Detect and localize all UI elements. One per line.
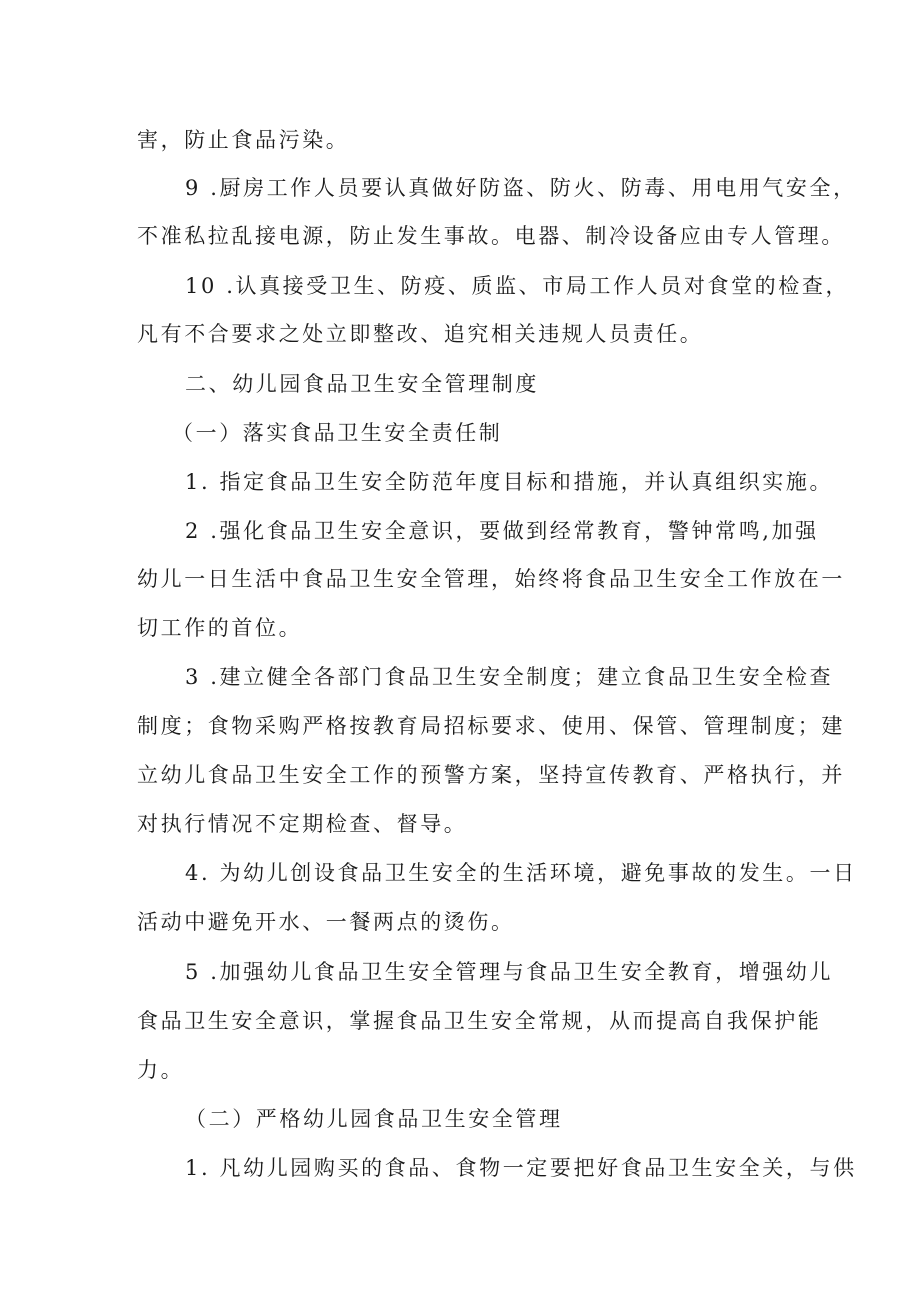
- text-line: 5 .加强幼儿食品卫生安全管理与食品卫生安全教育，增强幼儿: [185, 960, 834, 984]
- text-line: 幼儿一日生活中食品卫生安全管理，始终将食品卫生安全工作放在一: [137, 567, 845, 591]
- text-line: 活动中避免开水、一餐两点的烫伤。: [137, 910, 515, 934]
- subsection-heading: （一）落实食品卫生安全责任制: [172, 421, 503, 445]
- text-line: 1. 凡幼儿园购买的食品、食物一定要把好食品卫生安全关，与供: [185, 1156, 857, 1180]
- text-line: 害，防止食品污染。: [137, 128, 350, 152]
- text-line: 不准私拉乱接电源，防止发生事故。电器、制冷设备应由专人管理。: [137, 224, 845, 248]
- text-line: 3 .建立健全各部门食品卫生安全制度；建立食品卫生安全检查: [185, 665, 834, 689]
- text-line: 食品卫生安全意识，掌握食品卫生安全常规，从而提高自我保护能: [137, 1009, 822, 1033]
- text-line: 2 .强化食品卫生安全意识，要做到经常教育，警钟常鸣,加强: [185, 519, 819, 543]
- text-line: 9 .厨房工作人员要认真做好防盗、防火、防毒、用电用气安全，: [185, 176, 857, 200]
- text-line: 制度；食物采购严格按教育局招标要求、使用、保管、管理制度；建: [137, 714, 845, 738]
- text-line: 切工作的首位。: [137, 616, 303, 640]
- subsection-heading: （二）严格幼儿园食品卫生安全管理: [185, 1107, 563, 1131]
- text-line: 4. 为幼儿创设食品卫生安全的生活环境，避免事故的发生。一日: [185, 861, 857, 885]
- text-line: 凡有不合要求之处立即整改、追究相关违规人员责任。: [137, 322, 704, 346]
- text-line: 1. 指定食品卫生安全防范年度目标和措施，并认真组织实施。: [185, 470, 834, 494]
- text-line: 10 .认真接受卫生、防疫、质监、市局工作人员对食堂的检查，: [185, 274, 850, 298]
- section-heading: 二、幼儿园食品卫生安全管理制度: [185, 372, 539, 396]
- text-line: 对执行情况不定期检查、督导。: [137, 812, 468, 836]
- text-line: 力。: [137, 1058, 185, 1082]
- text-line: 立幼儿食品卫生安全工作的预警方案，坚持宣传教育、严格执行，并: [137, 763, 845, 787]
